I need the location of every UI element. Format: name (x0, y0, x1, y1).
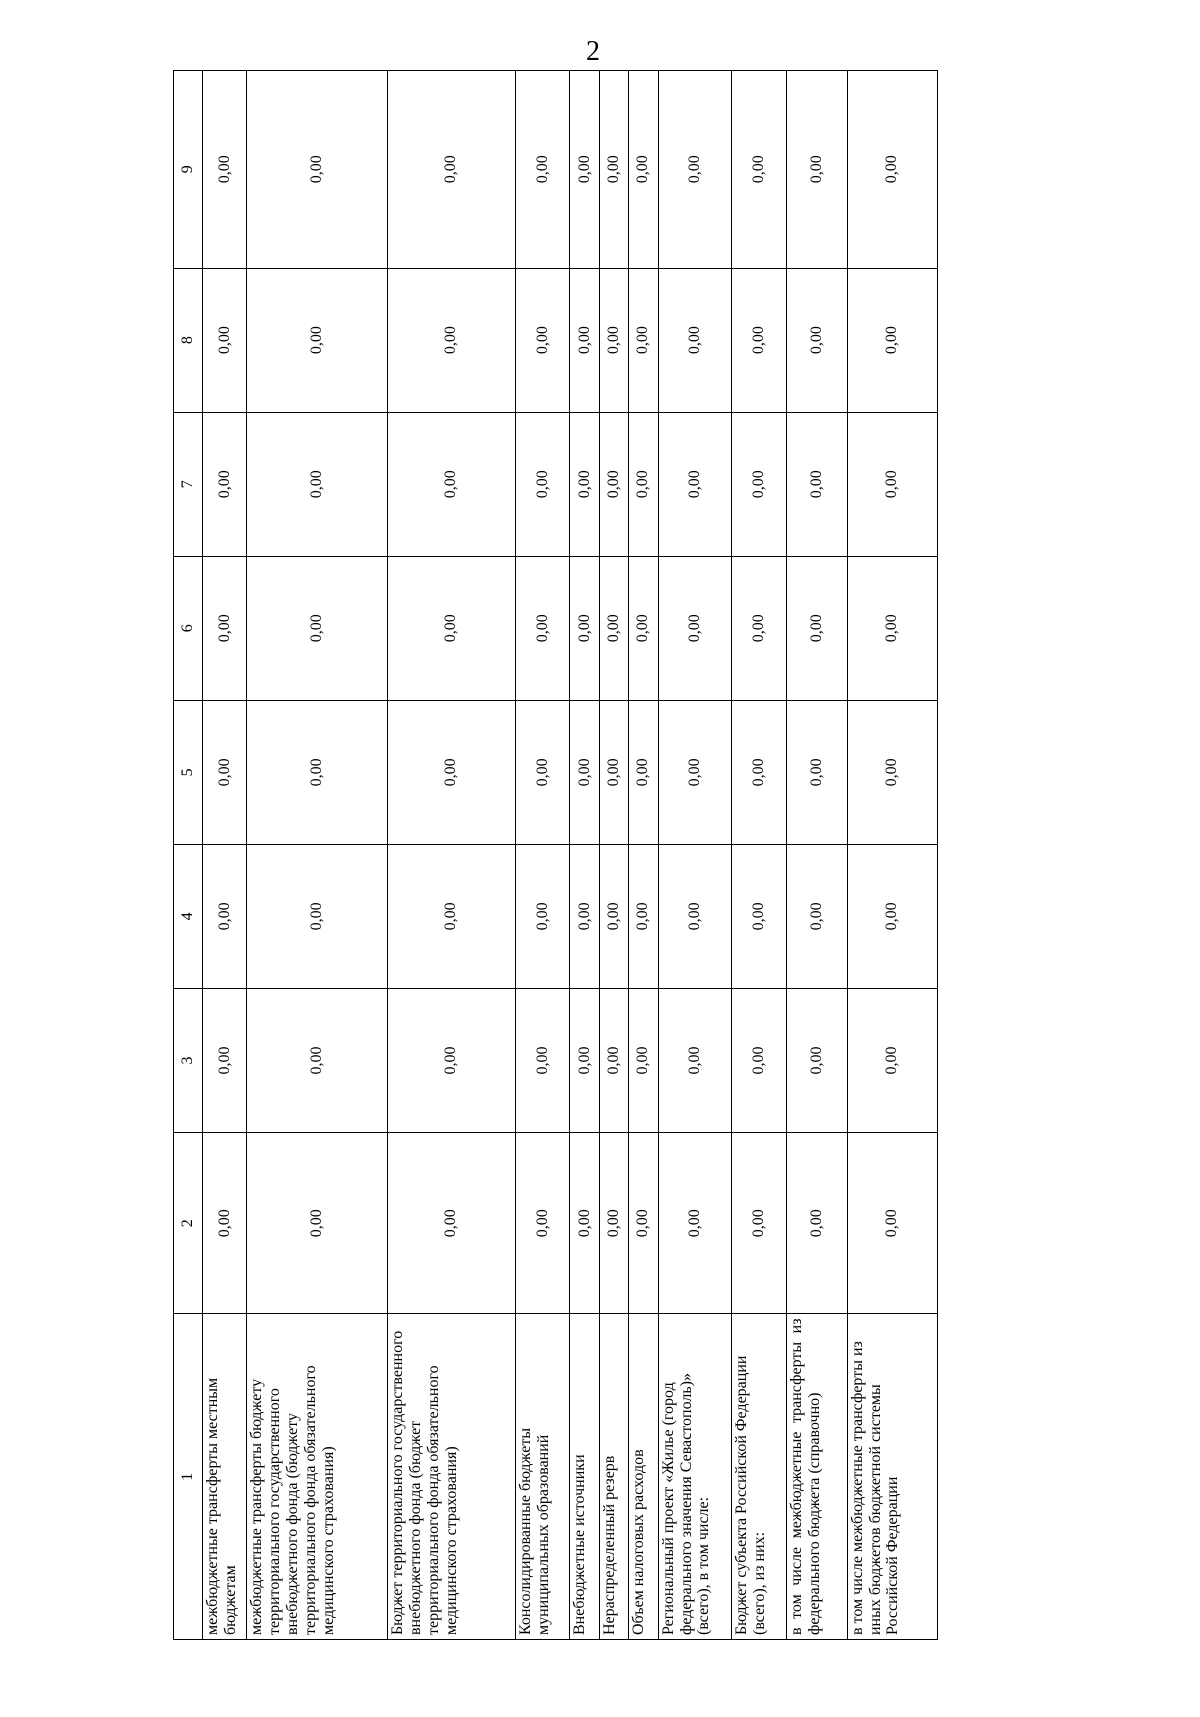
row-label: Консолидированные бюджеты муниципальных образований (515, 1314, 570, 1640)
value-cell: 0,00 (658, 988, 732, 1132)
value-cell: 0,00 (658, 1133, 732, 1314)
value-cell: 0,00 (570, 700, 599, 844)
value-cell: 0,00 (599, 1133, 628, 1314)
value-cell: 0,00 (629, 71, 658, 269)
table-row (658, 71, 732, 1640)
value-cell: 0,00 (599, 71, 628, 269)
value-cell: 0,00 (599, 844, 628, 988)
header-row (174, 71, 203, 1640)
value-cell: 0,00 (786, 412, 847, 556)
table-body (203, 71, 938, 1640)
value-cell: 0,00 (203, 268, 247, 412)
value-cell: 0,00 (570, 71, 599, 269)
value-cell: 0,00 (732, 700, 787, 844)
value-cell: 0,00 (570, 556, 599, 700)
value-cell: 0,00 (387, 412, 515, 556)
value-cell: 0,00 (786, 988, 847, 1132)
value-cell: 0,00 (247, 71, 388, 269)
value-cell: 0,00 (732, 268, 787, 412)
value-cell: 0,00 (847, 268, 937, 412)
value-cell: 0,00 (247, 844, 388, 988)
value-cell: 0,00 (732, 556, 787, 700)
value-cell: 0,00 (658, 71, 732, 269)
value-cell: 0,00 (629, 700, 658, 844)
value-cell: 0,00 (732, 412, 787, 556)
value-cell: 0,00 (515, 844, 570, 988)
value-cell: 0,00 (732, 71, 787, 269)
value-cell: 0,00 (247, 1133, 388, 1314)
value-cell: 0,00 (847, 988, 937, 1132)
value-cell: 0,00 (570, 988, 599, 1132)
value-cell: 0,00 (247, 268, 388, 412)
value-cell: 0,00 (658, 556, 732, 700)
table-row (732, 71, 787, 1640)
row-label: межбюджетные трансферты бюджету территориального государственного внебюджетного фонда (бюджету территориального фонда обязательного медицинского страхования) (247, 1314, 388, 1640)
value-cell: 0,00 (629, 268, 658, 412)
value-cell: 0,00 (847, 556, 937, 700)
value-cell: 0,00 (203, 700, 247, 844)
value-cell: 0,00 (658, 412, 732, 556)
table-rotated-container (173, 70, 938, 1640)
value-cell: 0,00 (599, 412, 628, 556)
value-cell: 0,00 (786, 556, 847, 700)
value-cell: 0,00 (732, 988, 787, 1132)
value-cell: 0,00 (203, 844, 247, 988)
value-cell: 0,00 (387, 556, 515, 700)
value-cell: 0,00 (629, 1133, 658, 1314)
value-cell: 0,00 (599, 268, 628, 412)
column-header: 1 (174, 1314, 203, 1640)
table-row (387, 71, 515, 1640)
value-cell: 0,00 (732, 1133, 787, 1314)
column-header: 6 (174, 556, 203, 700)
value-cell: 0,00 (247, 556, 388, 700)
value-cell: 0,00 (387, 700, 515, 844)
value-cell: 0,00 (786, 268, 847, 412)
value-cell: 0,00 (570, 1133, 599, 1314)
value-cell: 0,00 (629, 412, 658, 556)
value-cell: 0,00 (515, 556, 570, 700)
value-cell: 0,00 (515, 1133, 570, 1314)
value-cell: 0,00 (786, 71, 847, 269)
table-row (247, 71, 388, 1640)
value-cell: 0,00 (515, 988, 570, 1132)
value-cell: 0,00 (786, 1133, 847, 1314)
row-label: в том числе межбюджетные трансферты из федерального бюджета (справочно) (786, 1314, 847, 1640)
value-cell: 0,00 (515, 71, 570, 269)
value-cell: 0,00 (847, 412, 937, 556)
value-cell: 0,00 (599, 556, 628, 700)
value-cell: 0,00 (847, 1133, 937, 1314)
value-cell: 0,00 (847, 700, 937, 844)
value-cell: 0,00 (847, 71, 937, 269)
value-cell: 0,00 (387, 988, 515, 1132)
table-row (599, 71, 628, 1640)
value-cell: 0,00 (629, 988, 658, 1132)
value-cell: 0,00 (599, 988, 628, 1132)
row-label: в том числе межбюджетные трансферты из иных бюджетов бюджетной системы Российской Федерации (847, 1314, 937, 1640)
row-label: межбюджетные трансферты местным бюджетам (203, 1314, 247, 1640)
value-cell: 0,00 (247, 412, 388, 556)
value-cell: 0,00 (387, 71, 515, 269)
row-label: Объем налоговых расходов (629, 1314, 658, 1640)
column-header: 8 (174, 268, 203, 412)
value-cell: 0,00 (658, 844, 732, 988)
table-row (786, 71, 847, 1640)
value-cell: 0,00 (629, 844, 658, 988)
value-cell: 0,00 (570, 844, 599, 988)
value-cell: 0,00 (847, 844, 937, 988)
value-cell: 0,00 (515, 412, 570, 556)
row-label: Региональный проект «Жилье (город федерального значения Севастополь)» (всего), в том числе: (658, 1314, 732, 1640)
value-cell: 0,00 (786, 700, 847, 844)
column-header: 7 (174, 412, 203, 556)
column-header: 9 (174, 71, 203, 269)
table-row (203, 71, 247, 1640)
value-cell: 0,00 (786, 844, 847, 988)
value-cell: 0,00 (570, 412, 599, 556)
value-cell: 0,00 (732, 844, 787, 988)
column-header: 4 (174, 844, 203, 988)
row-label: Нераспределенный резерв (599, 1314, 628, 1640)
table-row (847, 71, 937, 1640)
table-row (570, 71, 599, 1640)
table-row (515, 71, 570, 1640)
value-cell: 0,00 (247, 988, 388, 1132)
column-header: 2 (174, 1133, 203, 1314)
page-number: 2 (586, 36, 600, 67)
value-cell: 0,00 (658, 700, 732, 844)
value-cell: 0,00 (515, 700, 570, 844)
value-cell: 0,00 (203, 988, 247, 1132)
row-label: Внебюджетные источники (570, 1314, 599, 1640)
value-cell: 0,00 (387, 268, 515, 412)
column-header: 5 (174, 700, 203, 844)
value-cell: 0,00 (570, 268, 599, 412)
value-cell: 0,00 (247, 700, 388, 844)
value-cell: 0,00 (599, 700, 628, 844)
value-cell: 0,00 (515, 268, 570, 412)
value-cell: 0,00 (387, 844, 515, 988)
value-cell: 0,00 (387, 1133, 515, 1314)
value-cell: 0,00 (658, 268, 732, 412)
column-header: 3 (174, 988, 203, 1132)
value-cell: 0,00 (203, 556, 247, 700)
value-cell: 0,00 (203, 71, 247, 269)
value-cell: 0,00 (203, 1133, 247, 1314)
row-label: Бюджет территориального государственного внебюджетного фонда (бюджет территориального фонда обязательного медицинского страхования) (387, 1314, 515, 1640)
value-cell: 0,00 (629, 556, 658, 700)
budget-table (173, 70, 938, 1640)
row-label: Бюджет субъекта Российской Федерации (всего), из них: (732, 1314, 787, 1640)
table-row (629, 71, 658, 1640)
value-cell: 0,00 (203, 412, 247, 556)
